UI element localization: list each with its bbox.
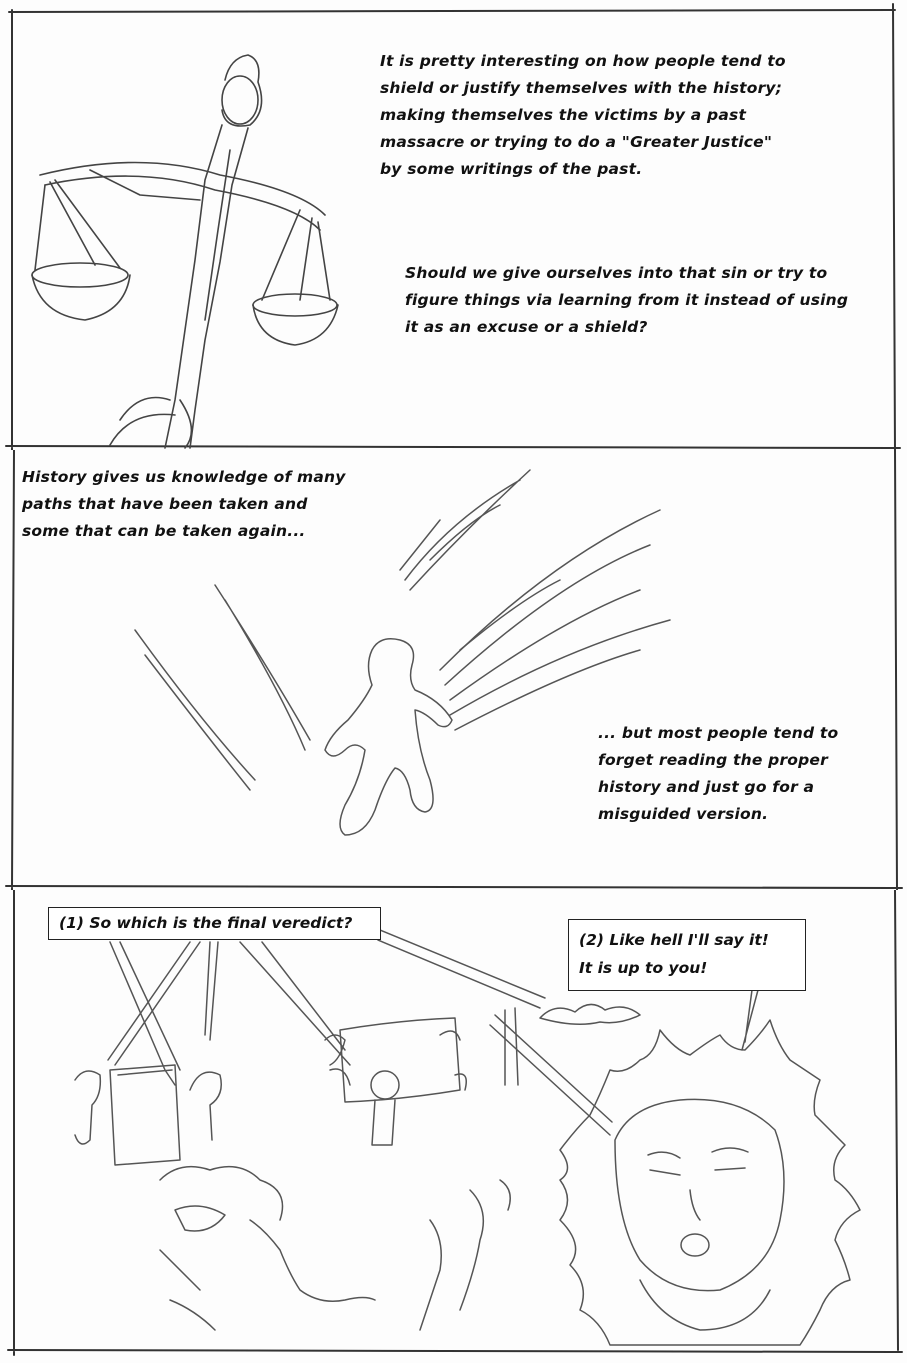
caption-line: paths that have been taken and — [22, 495, 308, 513]
panel-1 — [0, 0, 907, 450]
caption-line: History gives us knowledge of many — [22, 468, 346, 486]
bubble-line: It is up to you! — [579, 959, 708, 977]
caption-history-paths — [22, 464, 346, 545]
caption-line: ... but most people tend to — [598, 724, 839, 742]
panel-3 — [0, 890, 907, 1363]
caption-sin-question — [405, 260, 848, 341]
caption-line: misguided version. — [598, 805, 769, 823]
bubble-line: (1) So which is the final veredict? — [59, 914, 353, 932]
caption-line: history and just go for a — [598, 778, 815, 796]
caption-line: Should we give ourselves into that sin or try to — [405, 264, 828, 282]
caption-misguided-version — [598, 720, 838, 828]
caption-line: forget reading the proper — [598, 751, 828, 769]
caption-line: some that can be taken again... — [22, 522, 306, 540]
caption-line: by some writings of the past. — [380, 160, 643, 178]
speech-bubble-veredict — [48, 907, 381, 940]
caption-line: figure things via learning from it instead of using — [405, 291, 849, 309]
caption-history-shield — [380, 48, 786, 183]
caption-line: It is pretty interesting on how people tend to — [380, 52, 786, 70]
bubble-line: (2) Like hell I'll say it! — [579, 931, 769, 949]
panel-2 — [0, 450, 907, 890]
caption-line: massacre or trying to do a "Greater Justice" — [380, 133, 773, 151]
speech-bubble-up-to-you — [568, 919, 806, 991]
caption-line: making themselves the victims by a past — [380, 106, 747, 124]
caption-line: it as an excuse or a shield? — [405, 318, 648, 336]
caption-line: shield or justify themselves with the history; — [380, 79, 783, 97]
